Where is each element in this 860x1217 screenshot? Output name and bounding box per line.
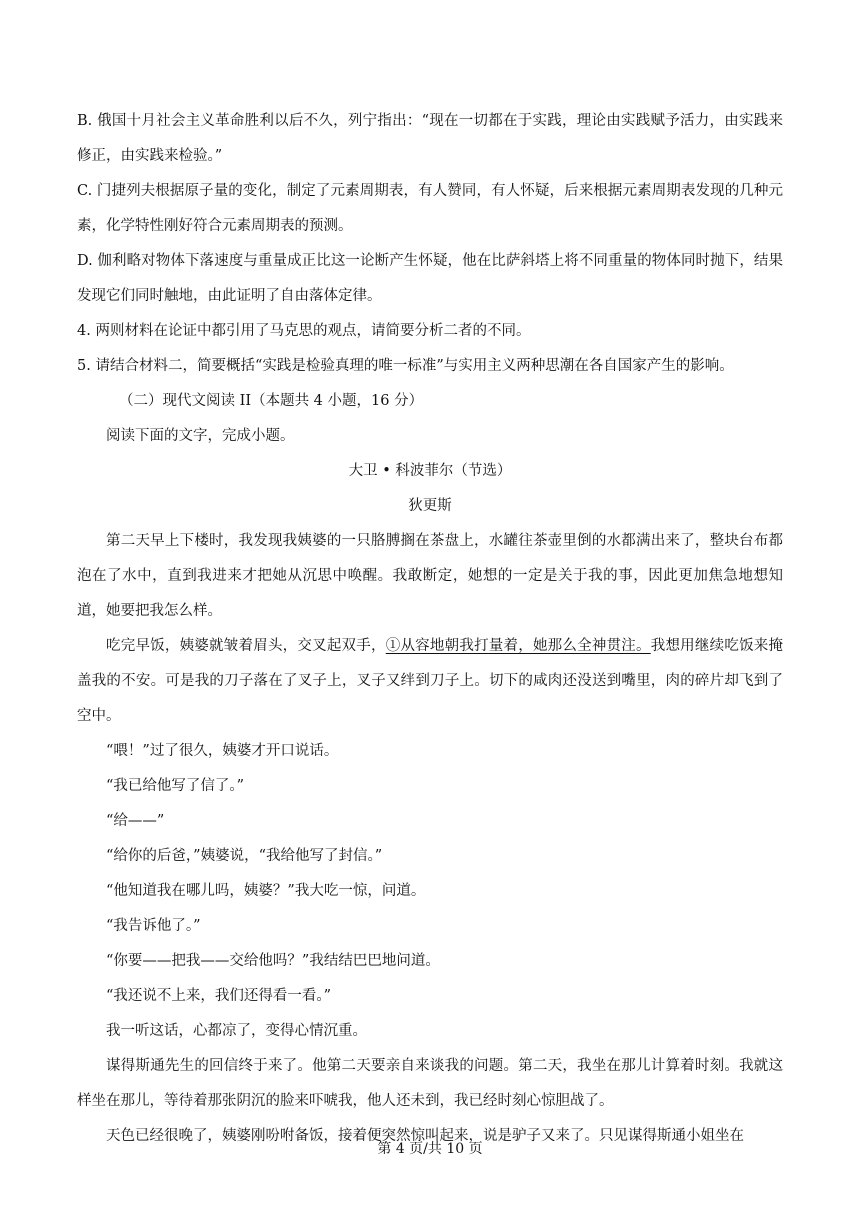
dialogue-line: “我告诉他了。” [106,918,201,934]
dialogue-line: “他知道我在哪儿吗，姨婆？”我大吃一惊，问道。 [106,883,426,899]
option-c: C. 门捷列夫根据原子量的变化，制定了元素周期表，有人赞同，有人怀疑，后来根据元素周期表发现的几种元素，化学特性刚好符合元素周期表的预测。 [77,183,783,234]
article-paragraph [77,629,783,734]
article-title: 大卫 • 科波菲尔（节选） [348,463,512,479]
article-paragraph: 第二天早上下楼时，我发现我姨婆的一只胳膊搁在茶盘上，水罐往茶壶里倒的水都满出来了，整块台布都泡在了水中，直到我进来才把她从沉思中唤醒。我敢断定，她想的一定是关于我的事，因此更加焦急地想知道，她要把我怎么样。 [77,533,783,619]
dialogue-line: 我一听这话，心都凉了，变得心情沉重。 [106,1023,367,1039]
dialogue-line: “我已给他写了信了。” [106,778,245,794]
article-author: 狄更斯 [408,498,452,514]
option-b: B. 俄国十月社会主义革命胜利以后不久，列宁指出：“现在一切都在于实践，理论由实践赋予活力，由实践来修正，由实践来检验。” [77,113,783,164]
article-paragraph: 谋得斯通先生的回信终于来了。他第二天要亲自来谈我的问题。第二天，我坐在那儿计算着时刻。我就这样坐在那儿，等待着那张阴沉的脸来吓唬我，他人还未到，我已经时刻心惊胆战了。 [77,1058,783,1109]
paragraph-text: 我想用继续吃饭来掩盖我的不安。可是我的刀子落在了叉子上，叉子又绊到刀子上。切下的咸肉还没送到嘴里，肉的碎片却飞到了空中。 [77,638,784,724]
article-paragraph: 天色已经很晚了，姨婆刚吩咐备饭，接着便突然惊叫起来，说是驴子又来了。只见谋得斯通小姐坐在 [106,1128,744,1144]
question-5: 5. 请结合材料二，简要概括“实践是检验真理的唯一标准”与实用主义两种思潮在各自国家产生的影响。 [77,358,734,374]
page-footer: 第 4 页/共 10 页 [377,1141,483,1157]
section-heading: （二）现代文阅读 II（本题共 4 小题，16 分） [119,393,424,409]
underlined-sentence-1: ①从容地朝我打量着，她那么全神贯注。 [385,638,651,654]
dialogue-line: “喂！”过了很久，姨婆才开口说话。 [106,743,339,759]
dialogue-line: “给你的后爸，”姨婆说，“我给他写了封信。” [106,848,383,864]
option-d: D. 伽利略对物体下落速度与重量成正比这一论断产生怀疑，他在比萨斜塔上将不同重量的物体同时抛下，结果发现它们同时触地，由此证明了自由落体定律。 [77,253,783,304]
page-content [77,104,783,1154]
reading-instruction: 阅读下面的文字，完成小题。 [106,428,295,444]
dialogue-line: “你要——把我——交给他吗？”我结结巴巴地问道。 [106,953,440,969]
dialogue-line: “给——” [106,813,165,829]
dialogue-line: “我还说不上来，我们还得看一看。” [106,988,332,1004]
paragraph-text: 吃完早饭，姨婆就皱着眉头，交叉起双手， [106,638,386,654]
question-4: 4. 两则材料在论证中都引用了马克思的观点，请简要分析二者的不同。 [77,323,531,339]
